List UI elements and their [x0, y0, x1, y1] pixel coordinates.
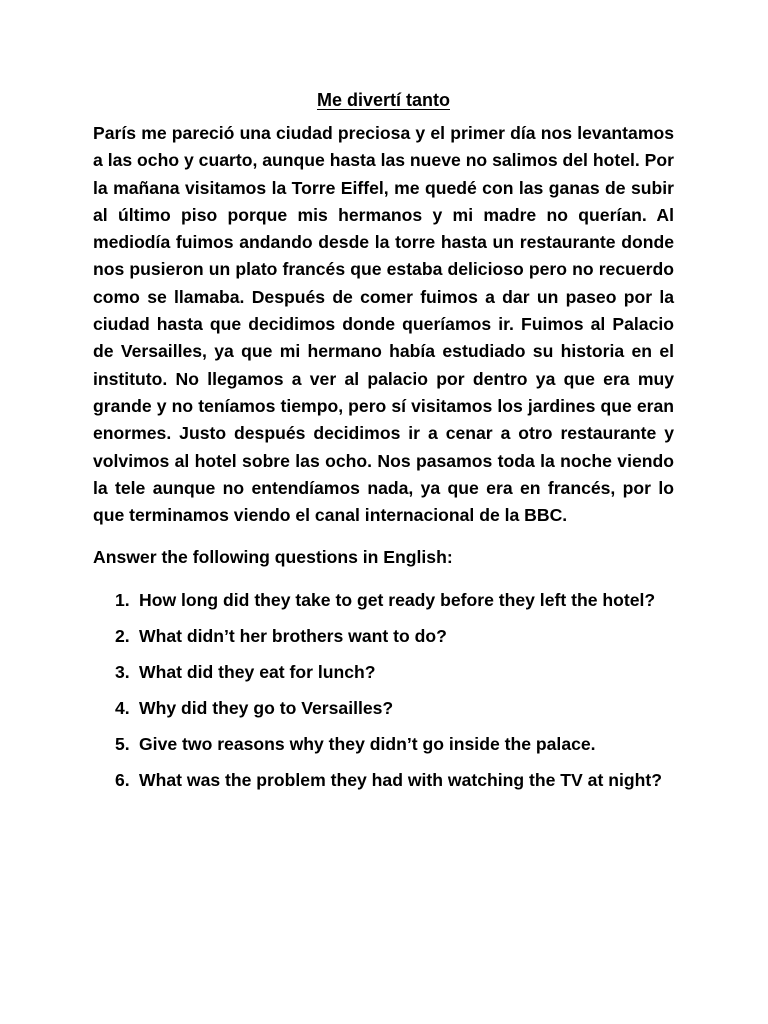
- question-item-2: [93, 618, 674, 654]
- question-number: 2.: [115, 626, 130, 647]
- question-number: 1.: [115, 590, 130, 611]
- question-item-6: [93, 762, 674, 798]
- question-text: What did they eat for lunch?: [139, 662, 376, 683]
- question-text: Why did they go to Versailles?: [139, 698, 394, 719]
- document-page: [93, 88, 674, 798]
- reading-passage: París me pareció una ciudad preciosa y el primer día nos levantamos a las ocho y cuarto, aunque hasta las nueve no salimos del hotel. Por la mañana visitamos la Torre Eiffel, me quedé con las ganas de subir al último piso porque mis hermanos y mi madre no querían. Al mediodía fuimos andando desde la torre hasta un restaurante donde nos pusieron un plato francés que estaba delicioso pero no recuerdo como se llamaba. Después de comer fuimos a dar un paseo por la ciudad hasta que decidimos donde queríamos ir. Fuimos al Palacio de Versailles, ya que mi hermano había estudiado su historia en el instituto. No llegamos a ver al palacio por dentro ya que era muy grande y no teníamos tiempo, pero sí visitamos los jardines que eran enormes. Justo después decidimos ir a cenar a otro restaurante y volvimos al hotel sobre las ocho. Nos pasamos toda la noche viendo la tele aunque no entendíamos nada, ya que era en francés, por lo que terminamos viendo el canal internacional de la BBC.: [93, 123, 674, 526]
- question-text: What was the problem they had with watching the TV at night?: [139, 770, 662, 791]
- question-number: 4.: [115, 698, 130, 719]
- question-text: What didn’t her brothers want to do?: [139, 626, 447, 647]
- question-number: 6.: [115, 770, 130, 791]
- document-title: Me divertí tanto: [316, 90, 450, 110]
- question-number: 3.: [115, 662, 130, 683]
- question-item-5: [93, 726, 674, 762]
- question-item-1: [93, 582, 674, 618]
- question-text: How long did they take to get ready before they left the hotel?: [139, 590, 656, 611]
- question-item-3: [93, 654, 674, 690]
- question-item-4: [93, 690, 674, 726]
- question-list: [93, 582, 674, 798]
- question-number: 5.: [115, 734, 130, 755]
- question-instructions: Answer the following questions in English:: [93, 547, 453, 568]
- question-text: Give two reasons why they didn’t go inside the palace.: [139, 734, 596, 755]
